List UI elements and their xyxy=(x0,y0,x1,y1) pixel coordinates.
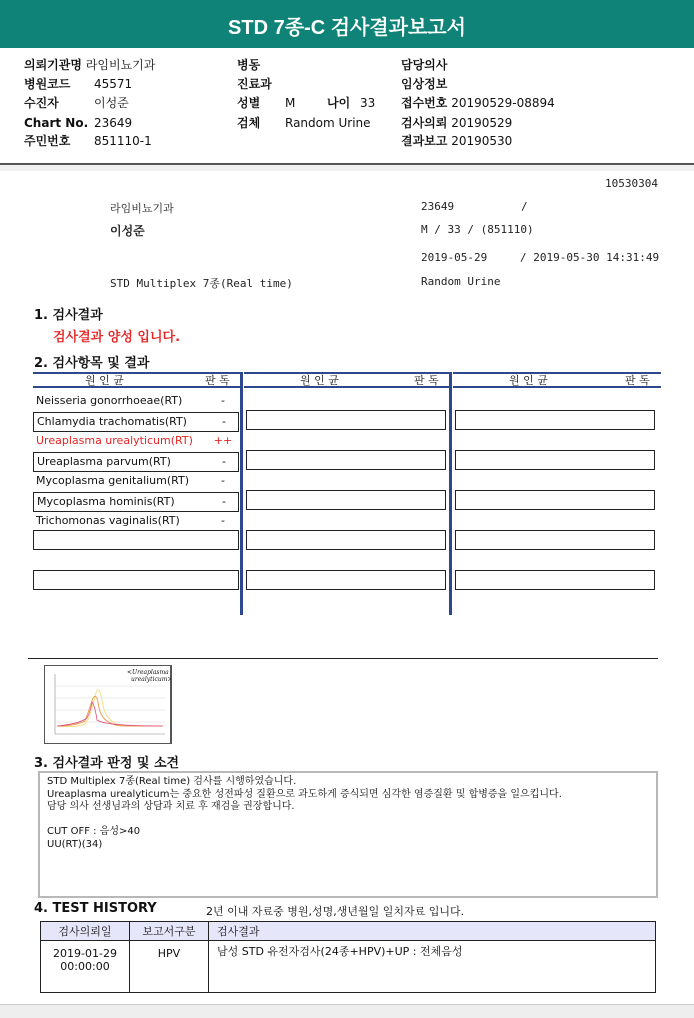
doctor-label-text: 담당의사 xyxy=(401,58,448,72)
graph-curve-secondary xyxy=(57,702,163,726)
pathogen-result: - xyxy=(222,455,226,468)
history-time: 00:00:00 xyxy=(60,960,110,973)
result-row-positive xyxy=(33,432,239,452)
result-row xyxy=(33,392,239,412)
clinical-label xyxy=(401,77,447,92)
column-header-3 xyxy=(453,372,661,388)
graph-empty-area xyxy=(171,665,650,744)
chart-field xyxy=(24,116,88,131)
opinion-line: UU(RT)(34) xyxy=(47,838,103,850)
empty-row xyxy=(246,410,446,430)
svg-text:·: · xyxy=(75,735,76,739)
clinical-label-text: 임상정보 xyxy=(401,77,448,91)
summary-chart: 23649 xyxy=(421,200,455,213)
empty-row xyxy=(33,530,239,550)
doc-id: 10530304 xyxy=(605,177,658,190)
result-column-1 xyxy=(33,372,241,615)
history-table xyxy=(40,921,656,993)
result-row xyxy=(33,412,239,432)
svg-text:·: · xyxy=(63,735,64,739)
receipt-label: 접수번호 xyxy=(401,96,448,110)
empty-row xyxy=(246,490,446,510)
ward-label xyxy=(237,58,260,73)
rrn-field xyxy=(24,134,70,149)
inst-value: 라임비뇨기과 xyxy=(85,58,156,72)
req-value: 20190529 xyxy=(451,116,513,130)
pathogen-result: - xyxy=(221,514,225,527)
opinion-line: STD Multiplex 7종(Real time) 검사를 시행하였습니다. xyxy=(47,776,297,787)
section3-title: 3. 검사결과 판정 및 소견 xyxy=(34,756,180,771)
header-pathogen: 원 인 균 xyxy=(85,374,124,387)
svg-text:·: · xyxy=(111,735,112,739)
empty-row xyxy=(455,450,655,470)
ward-label-text: 병동 xyxy=(237,58,261,72)
dept-label xyxy=(237,77,272,92)
summary-specimen: Random Urine xyxy=(421,275,501,288)
patient-field xyxy=(24,96,59,111)
summary-slash: / xyxy=(521,200,528,213)
header-judge: 판 독 xyxy=(625,374,650,387)
pathogen-name: Chlamydia trachomatis(RT) xyxy=(37,415,187,428)
result-date-value: 20190530 xyxy=(451,134,513,148)
header-judge: 판 독 xyxy=(205,374,230,387)
history-date: 2019-01-29 xyxy=(53,947,117,960)
summary-date-from: 2019-05-29 xyxy=(421,251,488,264)
pathogen-result: - xyxy=(221,394,225,407)
patient-label: 수진자 xyxy=(24,96,59,110)
result-column-2 xyxy=(244,372,450,615)
svg-text:·: · xyxy=(87,735,88,739)
result-row xyxy=(33,512,239,532)
opinion-blank-line xyxy=(47,814,649,827)
rrn-label: 주민번호 xyxy=(24,134,71,148)
section2-title: 2. 검사항목 및 결과 xyxy=(34,356,150,371)
empty-row xyxy=(455,530,655,550)
receipt-field xyxy=(401,96,555,111)
opinion-box xyxy=(38,771,658,898)
pathogen-result: ++ xyxy=(213,434,233,447)
column-header-2 xyxy=(244,372,450,388)
history-type: HPV xyxy=(130,941,209,993)
empty-row xyxy=(455,570,655,590)
inst-field xyxy=(24,58,155,73)
result-date-field xyxy=(401,134,512,149)
specimen-value: Random Urine xyxy=(285,116,371,130)
req-field xyxy=(401,116,512,131)
hosp-code-field xyxy=(24,77,70,92)
sex-label xyxy=(237,96,260,111)
pathogen-result: - xyxy=(221,474,225,487)
result-row xyxy=(33,492,239,512)
empty-row xyxy=(246,450,446,470)
patient-value: 이성준 xyxy=(94,96,129,110)
history-col-type: 보고서구분 xyxy=(130,922,209,941)
empty-row xyxy=(246,530,446,550)
result-grid xyxy=(33,372,661,615)
pathogen-name: Ureaplasma parvum(RT) xyxy=(37,455,171,468)
history-col-date: 검사의뢰일 xyxy=(41,922,130,941)
opinion-line: Ureaplasma urealyticum는 중요한 성전파성 질환으로 과도하게 증식되면 심각한 염증질환 및 합병증을 일으킵니다. xyxy=(47,788,562,800)
age-label-text: 나이 xyxy=(327,96,351,110)
graph-legend xyxy=(127,669,172,683)
positive-result: 검사결과 양성 입니다. xyxy=(53,330,181,345)
result-column-3 xyxy=(453,372,661,615)
receipt-value: 20190529-08894 xyxy=(451,96,555,110)
summary-date-to: / 2019-05-30 14:31:49 xyxy=(520,251,660,264)
dept-label-text: 진료과 xyxy=(237,77,272,91)
svg-text:·: · xyxy=(99,735,100,739)
graph-curve-ic xyxy=(57,690,163,727)
pathogen-name: Trichomonas vaginalis(RT) xyxy=(36,514,180,527)
column-divider xyxy=(449,372,452,615)
opinion-line: 담당 의사 선생님과의 상담과 치료 후 재검을 권장합니다. xyxy=(47,801,295,812)
graph-gridlines xyxy=(55,686,165,722)
header-pathogen: 원 인 균 xyxy=(509,374,548,387)
report-title: STD 7종-C 검사결과보고서 xyxy=(0,0,694,48)
specimen-label-text: 검체 xyxy=(237,116,261,130)
sex-label-text: 성별 xyxy=(237,96,261,110)
header-judge: 판 독 xyxy=(414,374,439,387)
empty-row xyxy=(33,570,239,590)
hosp-code-label: 병원코드 xyxy=(24,77,71,91)
hosp-code-value: 45571 xyxy=(94,77,133,91)
age-label xyxy=(327,96,350,111)
empty-row xyxy=(246,570,446,590)
svg-text:·: · xyxy=(123,735,124,739)
opinion-line: CUT OFF : 음성>40 xyxy=(47,826,141,837)
pathogen-name: Ureaplasma urealyticum(RT) xyxy=(36,434,193,447)
age-value: 33 xyxy=(360,96,376,110)
column-divider xyxy=(240,372,243,615)
result-row xyxy=(33,452,239,472)
summary-sex-age: M / 33 / (851110) xyxy=(421,223,534,236)
history-note: 2년 이내 자료중 병원,성명,생년월일 일치자료 입니다. xyxy=(206,905,465,918)
req-label: 검사의뢰 xyxy=(401,116,448,130)
graph-tick-labels xyxy=(63,735,124,739)
footer-bar xyxy=(0,1004,694,1018)
legend-line-2: urealyticum> xyxy=(131,676,173,683)
pathogen-name: Neisseria gonorrhoeae(RT) xyxy=(36,394,183,407)
result-row xyxy=(33,472,239,492)
history-col-result: 검사결과 xyxy=(209,922,656,941)
pathogen-result: - xyxy=(222,495,226,508)
result-date-label: 결과보고 xyxy=(401,134,448,148)
doctor-label xyxy=(401,58,447,73)
section4-title: 4. TEST HISTORY xyxy=(34,901,157,916)
history-date-cell xyxy=(41,941,130,993)
header-divider xyxy=(0,163,694,171)
column-header-1 xyxy=(33,372,241,388)
empty-row xyxy=(455,410,655,430)
pathogen-name: Mycoplasma hominis(RT) xyxy=(37,495,175,508)
pathogen-result: - xyxy=(222,415,226,428)
history-row xyxy=(41,941,656,993)
history-result: 남성 STD 유전자검사(24종+HPV)+UP : 전체음성 xyxy=(209,941,656,993)
graph-curve-target xyxy=(57,696,163,726)
section1-title: 1. 검사결과 xyxy=(34,308,103,323)
empty-row xyxy=(455,490,655,510)
chart-label: Chart No. xyxy=(24,116,89,130)
rrn-value: 851110-1 xyxy=(94,134,152,148)
inst-label: 의뢰기관명 xyxy=(24,58,82,72)
summary-test-name: STD Multiplex 7종(Real time) xyxy=(110,277,293,290)
header-pathogen: 원 인 균 xyxy=(300,374,339,387)
pathogen-name: Mycoplasma genitalium(RT) xyxy=(36,474,190,487)
summary-inst: 라임비뇨기과 xyxy=(110,202,174,215)
legend-line-1: <Ureaplasma xyxy=(127,669,169,676)
sex-value: M xyxy=(285,96,296,110)
history-header-row xyxy=(41,922,656,941)
summary-patient: 이성준 xyxy=(110,224,145,238)
chart-value: 23649 xyxy=(94,116,133,130)
specimen-label xyxy=(237,116,260,131)
